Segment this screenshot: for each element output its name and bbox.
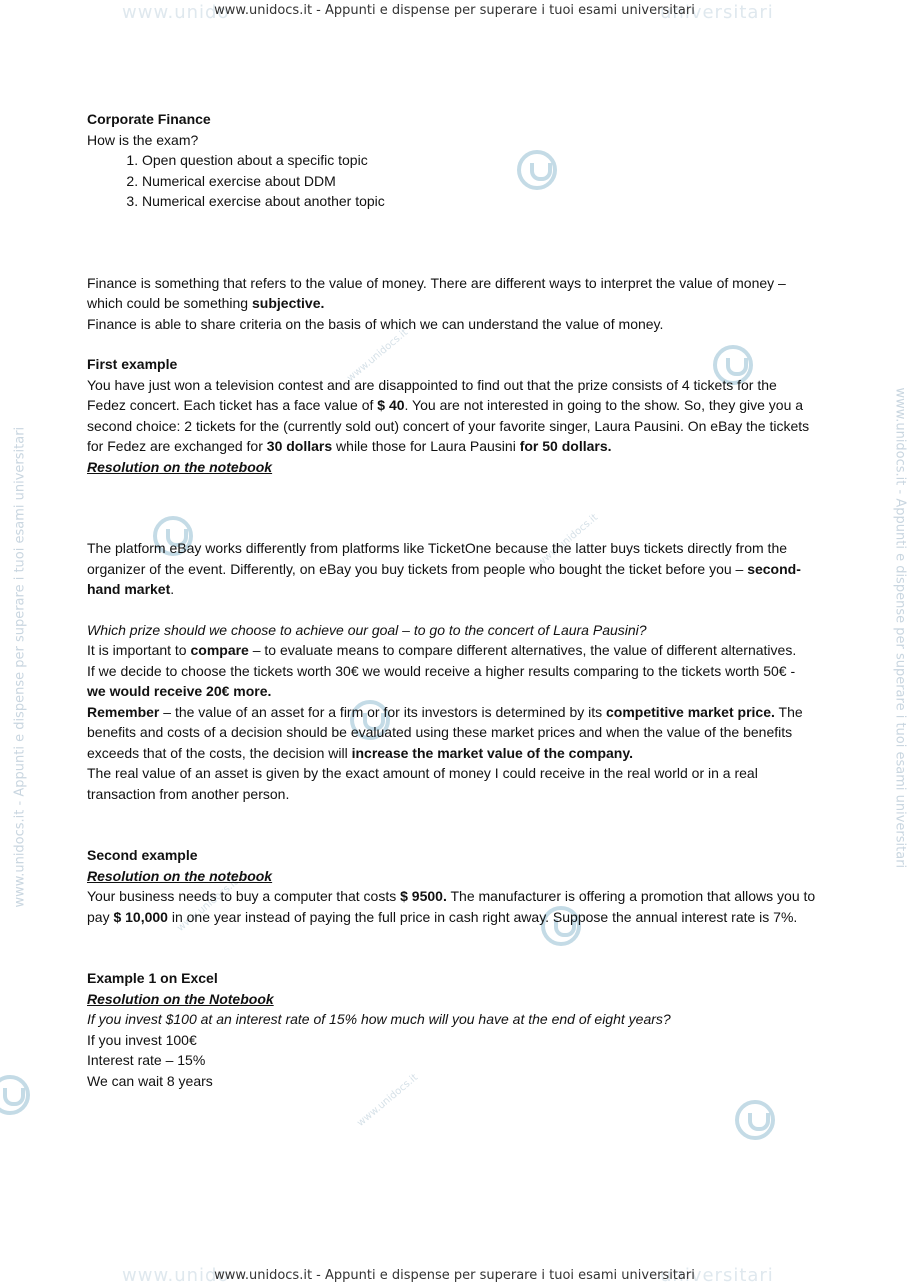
finance-bold: subjective.: [252, 295, 325, 311]
watermark-small: www.unidocs.it: [355, 1072, 421, 1129]
bold-text: competitive market price.: [606, 703, 775, 720]
watermark-header: www.unidocs.it - Appunti e dispense per superare i tuoi esami universitari: [214, 3, 695, 18]
resolution-label: Resolution on the notebook: [87, 867, 273, 884]
watermark-ghost-left-bottom: www.unido: [122, 1265, 230, 1286]
remember-paragraph: [87, 702, 817, 764]
text: . You are not interested in going to the show. So, they give you a second choice: 2 tickets for the (currently sold out) concert of your favorite singer, Laura Pausini. On eBay the tickets for Fedez are exchanged for: [87, 397, 810, 454]
watermark-ghost-right: universitari: [660, 2, 774, 23]
excel-line: We can wait 8 years: [87, 1072, 213, 1089]
platform-paragraph: [87, 538, 817, 600]
bold-text: increase the market value of the company.: [351, 744, 633, 761]
bold-text: $ 9500.: [400, 888, 447, 904]
bold-text: Remember: [87, 703, 160, 720]
second-example-title: Second example: [87, 847, 198, 863]
bold-text: we would receive 20€ more.: [87, 683, 272, 699]
text: If we decide to choose the tickets worth 30€ we would receive a higher results comparing to the tickets worth 50€ -: [87, 662, 796, 679]
excel-line: If you invest 100€: [87, 1031, 197, 1048]
first-example-title: First example: [87, 356, 178, 372]
watermark-small: www.unidocs.it: [535, 512, 601, 569]
list-item: 1. Open question about a specific topic: [142, 150, 817, 171]
excel-example-title: Example 1 on Excel: [87, 970, 218, 986]
resolution-note: [87, 866, 817, 887]
first-example-text: [87, 375, 817, 457]
real-value-paragraph: The real value of an asset is given by the exact amount of money I could receive in the real world or in a real transaction from another person.: [87, 765, 758, 802]
bold-text: second-hand market: [87, 560, 801, 597]
section-title: Corporate Finance: [87, 111, 211, 127]
prize-question: Which prize should we choose to achieve our goal – to go to the concert of Laura Pausini?: [87, 621, 647, 638]
watermark-ghost-right-bottom: universitari: [660, 1265, 774, 1286]
bold-text: compare: [190, 642, 249, 658]
finance-paragraph: [87, 273, 817, 314]
document-body: [87, 109, 817, 1091]
list-item: 3. Numerical exercise about another topic: [142, 191, 817, 212]
compare-paragraph: [87, 640, 817, 661]
bold-text: $ 40: [377, 397, 405, 413]
excel-line: Interest rate – 15%: [87, 1052, 206, 1068]
text: The benefits and costs of a decision should be evaluated using these market prices and when the value of the benefits exceeds that of the costs, the decision will: [87, 703, 803, 761]
decision-paragraph: [87, 661, 817, 702]
resolution-label: Resolution on the Notebook: [87, 990, 274, 1007]
finance-text: Finance is something that refers to the value of money. There are different ways to interpret the value of money – which could be something: [87, 274, 786, 311]
text: – to evaluate means to compare different alternatives, the value of different alternatives.: [248, 642, 797, 658]
resolution-note: [87, 989, 817, 1010]
text: It is important to: [87, 642, 191, 658]
watermark-small: www.unidocs.it: [175, 877, 241, 934]
exam-question: How is the exam?: [87, 131, 199, 148]
text: – the value of an asset for a firm or for its investors is determined by its: [159, 703, 607, 720]
second-example-text: [87, 886, 817, 927]
text: The platform eBay works differently from platforms like TicketOne because the latter buys tickets directly from the organizer of the event. Differently, on eBay you buy tickets from people who bought the ticket before you –: [87, 540, 788, 577]
text: .: [170, 581, 175, 597]
watermark-side-left: www.unidocs.it - Appunti e dispense per superare i tuoi esami universitari: [12, 426, 28, 908]
bold-text: for 50 dollars.: [519, 438, 612, 454]
watermark-footer: www.unidocs.it - Appunti e dispense per superare i tuoi esami universitari: [214, 1268, 695, 1283]
text: in one year instead of paying the full price in cash right away. Suppose the annual interest rate is 7%.: [167, 908, 798, 925]
text: while those for Laura Pausini: [332, 438, 520, 454]
text: You have just won a television contest and are disappointed to find out that the prize consists of 4 tickets for the Fedez concert. Each ticket has a face value of: [87, 376, 777, 413]
exam-list: [87, 150, 817, 212]
resolution-note: [87, 457, 817, 478]
text: The manufacturer is offering a promotion that allows you to pay: [87, 888, 816, 925]
watermark-small: www.unidocs.it: [345, 327, 411, 384]
resolution-label: Resolution on the notebook: [87, 458, 273, 475]
text: Your business needs to buy a computer that costs: [87, 888, 401, 904]
watermark-logo-icon: [0, 1075, 30, 1115]
watermark-logo-icon: [735, 1100, 775, 1140]
list-item: 2. Numerical exercise about DDM: [142, 171, 817, 192]
bold-text: 30 dollars: [266, 438, 333, 454]
excel-question: If you invest $100 at an interest rate of 15% how much will you have at the end of eight years?: [87, 1011, 671, 1027]
finance-paragraph-2: Finance is able to share criteria on the basis of which we can understand the value of money.: [87, 315, 664, 332]
watermark-side-right: www.unidocs.it - Appunti e dispense per superare i tuoi esami universitari: [892, 387, 908, 869]
watermark-ghost-left: www.unido: [122, 2, 230, 23]
bold-text: $ 10,000: [113, 908, 168, 925]
